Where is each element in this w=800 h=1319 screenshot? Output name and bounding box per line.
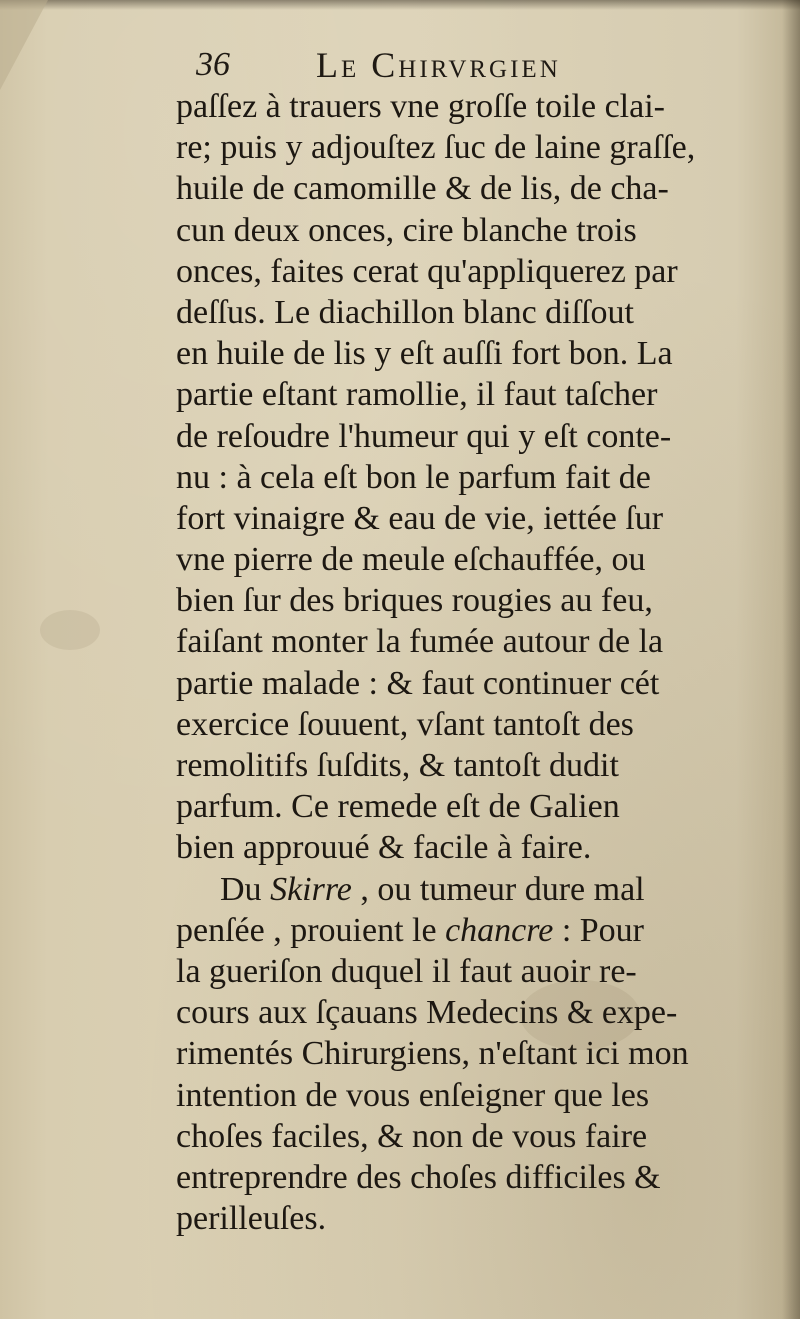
text-line: parfum. Ce remede eſt de Galien bbox=[176, 788, 620, 826]
text-line: de reſoudre l'humeur qui y eſt conte- bbox=[176, 417, 672, 455]
text-line: rimentés Chirurgiens, n'eſtant ici mon bbox=[176, 1035, 689, 1073]
text-line: onces, faites cerat qu'appliquerez par bbox=[176, 252, 678, 290]
top-edge-shadow bbox=[0, 0, 800, 10]
paragraph-2 bbox=[176, 869, 776, 1240]
text-run: : Pour bbox=[553, 911, 644, 949]
text-line: en huile de lis y eſt auſſi fort bon. La bbox=[176, 335, 673, 373]
text-line: intention de vous enſeigner que les bbox=[176, 1076, 650, 1114]
italic-term-chancre: chancre bbox=[445, 911, 554, 949]
text-line: remolitifs ſuſdits, & tantoſt dudit bbox=[176, 747, 619, 784]
text-line: huile de camomille & de lis, de cha- bbox=[176, 170, 669, 208]
paper-stain bbox=[40, 610, 100, 650]
running-title: Le Chirvrgien bbox=[316, 45, 561, 85]
text-line: re; puis y adjouſtez ſuc de laine graſſe, bbox=[176, 129, 696, 167]
text-line: partie eſtant ramollie, il faut taſcher bbox=[176, 376, 658, 414]
text-line: vne pierre de meule eſchauffée, ou bbox=[176, 541, 646, 579]
text-run: , ou tumeur dure mal bbox=[351, 870, 645, 908]
text-line: exercice ſouuent, vſant tantoſt des bbox=[176, 705, 634, 743]
text-line: entreprendre des choſes difficiles & bbox=[176, 1158, 661, 1196]
page-number: 36 bbox=[196, 46, 230, 83]
gutter-shadow bbox=[782, 0, 800, 1319]
text-line: cun deux onces, cire blanche trois bbox=[176, 211, 637, 249]
text-line: choſes faciles, & non de vous faire bbox=[176, 1117, 648, 1155]
text-line bbox=[176, 869, 776, 910]
text-line: nu : à cela eſt bon le parfum fait de bbox=[176, 458, 651, 496]
text-line: perilleuſes. bbox=[176, 1200, 327, 1238]
page-header bbox=[196, 42, 676, 90]
text-line bbox=[176, 910, 776, 951]
text-line: partie malade : & faut continuer cét bbox=[176, 664, 660, 702]
text-line: bien ſur des briques rougies au feu, bbox=[176, 582, 653, 620]
italic-term-skirre: Skirre bbox=[270, 870, 352, 908]
main-text bbox=[176, 86, 776, 1239]
folded-corner bbox=[0, 0, 48, 90]
text-line: deſſus. Le diachillon blanc diſſout bbox=[176, 293, 634, 331]
text-line: faiſant monter la fumée autour de la bbox=[176, 623, 664, 661]
text-line: cours aux ſçauans Medecins & expe- bbox=[176, 994, 678, 1032]
text-line: fort vinaigre & eau de vie, iettée ſur bbox=[176, 499, 664, 537]
text-run: penſée , prouient le bbox=[176, 911, 446, 949]
text-line: paſſez à trauers vne groſſe toile clai- bbox=[176, 88, 665, 125]
paragraph-1 bbox=[176, 86, 776, 869]
text-run: Du bbox=[220, 870, 271, 908]
text-line: la gueriſon duquel il faut auoir re- bbox=[176, 952, 637, 990]
text-line: bien approuué & facile à faire. bbox=[176, 829, 592, 867]
